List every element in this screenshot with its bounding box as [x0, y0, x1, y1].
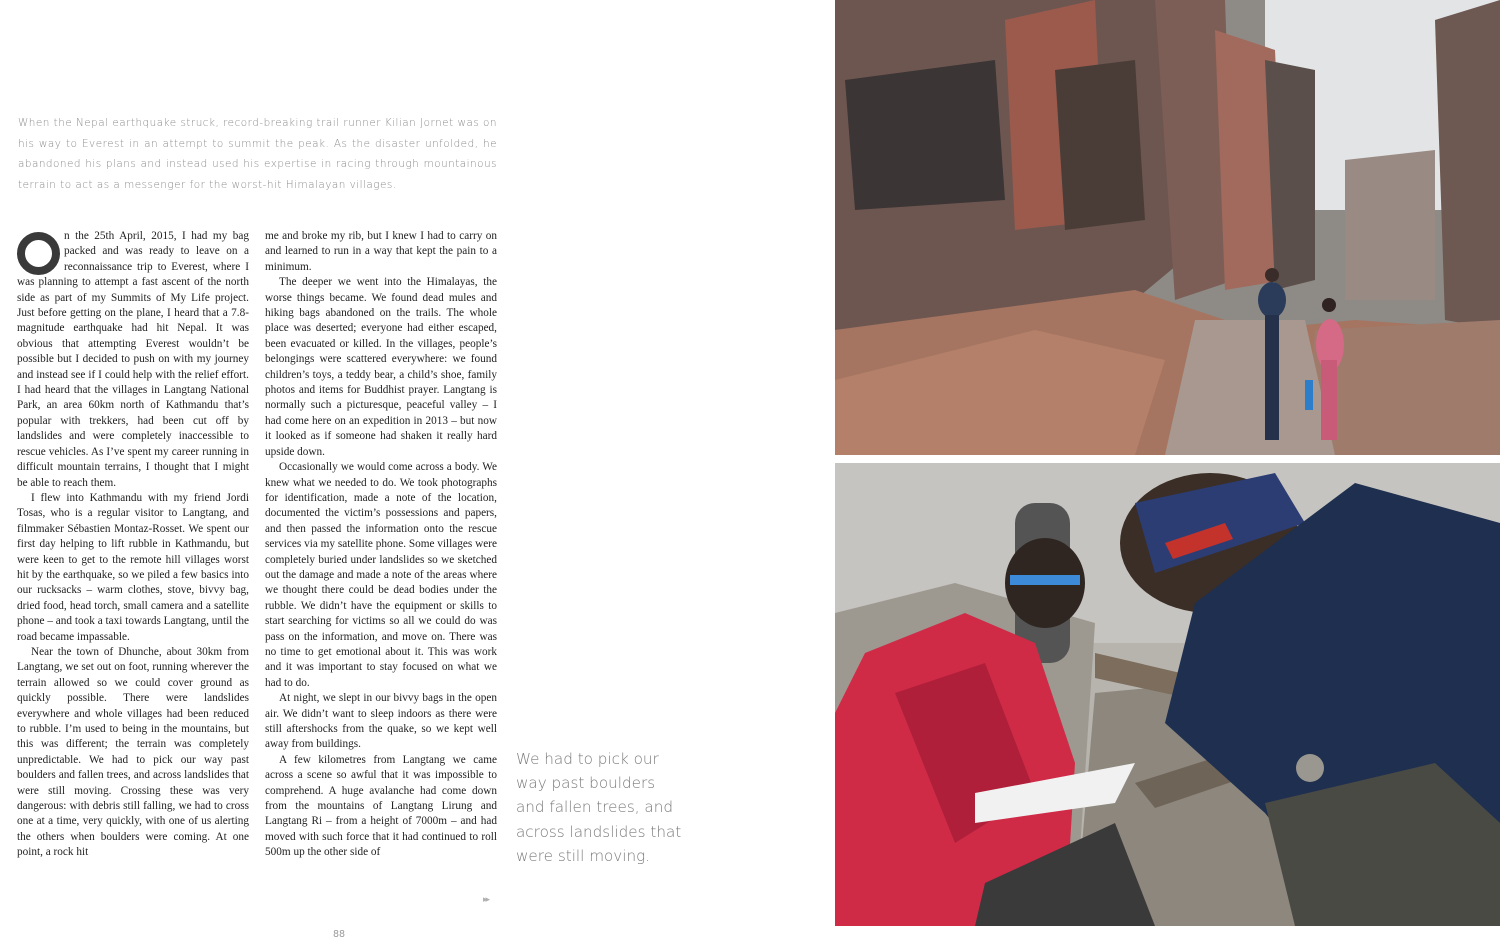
- paragraph: n the 25th April, 2015, I had my bag packed and was ready to leave on a reconnaissance trip to Everest, where I was planning to attempt a fast ascent of the north side as part of my Summits of My Life project. Just before getting on the plane, I heard that a 7.8-magnitude earthquake had hit Nepal. It was obvious that attempting Everest wouldn’t be possible but I decided to push on with my journey and instead see if I could help with the relief effort. I had heard that the villages in Langtang National Park, an area 60km north of Kathmandu that’s popular with trekkers, had been cut off by landslides and were completely inaccessible to rescue vehicles. As I’ve spent my career running in difficult mountain terrains, I thought that I might be able to reach them.: [17, 230, 249, 489]
- paragraph: me and broke my rib, but I knew I had to carry on and learned to run in a way that kept the pain to a minimum.: [265, 230, 497, 273]
- page-number: 88: [333, 929, 346, 940]
- article-column-2: [265, 229, 497, 861]
- dropcap-o: [17, 232, 60, 275]
- paragraph: At night, we slept in our bivvy bags in the open air. We didn’t want to sleep indoors as there were still aftershocks from the quake, so we kept well away from buildings.: [265, 692, 497, 751]
- intro-line: abandoned his plans and instead used his expertise in racing through mountainous: [18, 158, 497, 170]
- intro-line: terrain to act as a messenger for the worst-hit Himalayan villages.: [18, 178, 397, 191]
- intro-line: his way to Everest in an attempt to summit the peak. As the disaster unfolded, he: [18, 137, 497, 150]
- article-column-1: [17, 229, 249, 861]
- pull-quote: We had to pick our way past boulders and fallen trees, and across landslides that were still moving.: [516, 750, 682, 865]
- intro-standfirst: [18, 113, 497, 195]
- photo-rescuers-mapping: [835, 463, 1500, 926]
- photo-earthquake-street: [835, 0, 1500, 455]
- intro-line: When the Nepal earthquake struck, record-breaking trail runner Kilian Jornet was on: [18, 117, 497, 129]
- paragraph: I flew into Kathmandu with my friend Jordi Tosas, who is a regular visitor to Langtang, and filmmaker Sébastien Montaz-Rosset. We spent our first day helping to lift rubble in Kathmandu, but were keen to get to the remote hill villages worst hit by the earthquake, so we piled a few basics into our rucksacks – warm clothes, stove, bivvy bag, dried food, head torch, small camera and a satellite phone – and took a taxi towards Langtang, until the road became impassable.: [17, 491, 249, 643]
- paragraph: A few kilometres from Langtang we came across a scene so awful that it was impossible to comprehend. A huge avalanche had come down from the mountains of Langtang Lirung and Langtang Ri – from a height of 7000m – and had moved with such force that it had continued to roll 500m up the other side of: [265, 753, 497, 859]
- paragraph: Near the town of Dhunche, about 30km from Langtang, we set out on foot, running wherever the terrain allowed so we could cover ground as quickly possible. There were landslides everywhere and whole villages had been reduced to rubble. I’m used to being in the mountains, but this was different; the terrain was completely unpredictable. We had to pick our way past boulders and fallen trees, and across landslides that were still moving. Crossing these was very dangerous: with debris still falling, we had to cross one at a time, very quickly, with one of us alerting the others when boulders were coming. At one point, a rock hit: [17, 645, 249, 859]
- street-rubble-image: [835, 0, 1500, 455]
- paragraph: Occasionally we would come across a body. We knew what we needed to do. We took photographs for identification, made a note of the location, documented the victim’s possessions and papers, and then passed the information onto the rescue services via my satellite phone. Some villages were completely buried under landslides so we sketched out the damage and made a note of the areas where we thought there could be dead bodies under the rubble. We didn’t have the equipment or skills to start searching for victims so all we could do was pass on the information, and move on. There was no time to get emotional about it. This was work and it was important to stay focused on what we had to do.: [265, 461, 497, 689]
- continued-arrow-icon: ▸▸: [483, 895, 489, 905]
- rescuers-image: [835, 463, 1500, 926]
- paragraph: The deeper we went into the Himalayas, the worse things became. We found dead mules and hiking bags abandoned on the trails. The whole place was deserted; everyone had either escaped, been evacuated or killed. In the villages, people’s belongings were scattered everywhere: we found children’s toys, a teddy bear, a child’s shoe, family photos and items for Buddhist prayer. Langtang is normally such a picturesque, peaceful valley – I had come here on an expedition in 2013 – but now it looked as if someone had shaken it really hard upside down.: [265, 276, 497, 458]
